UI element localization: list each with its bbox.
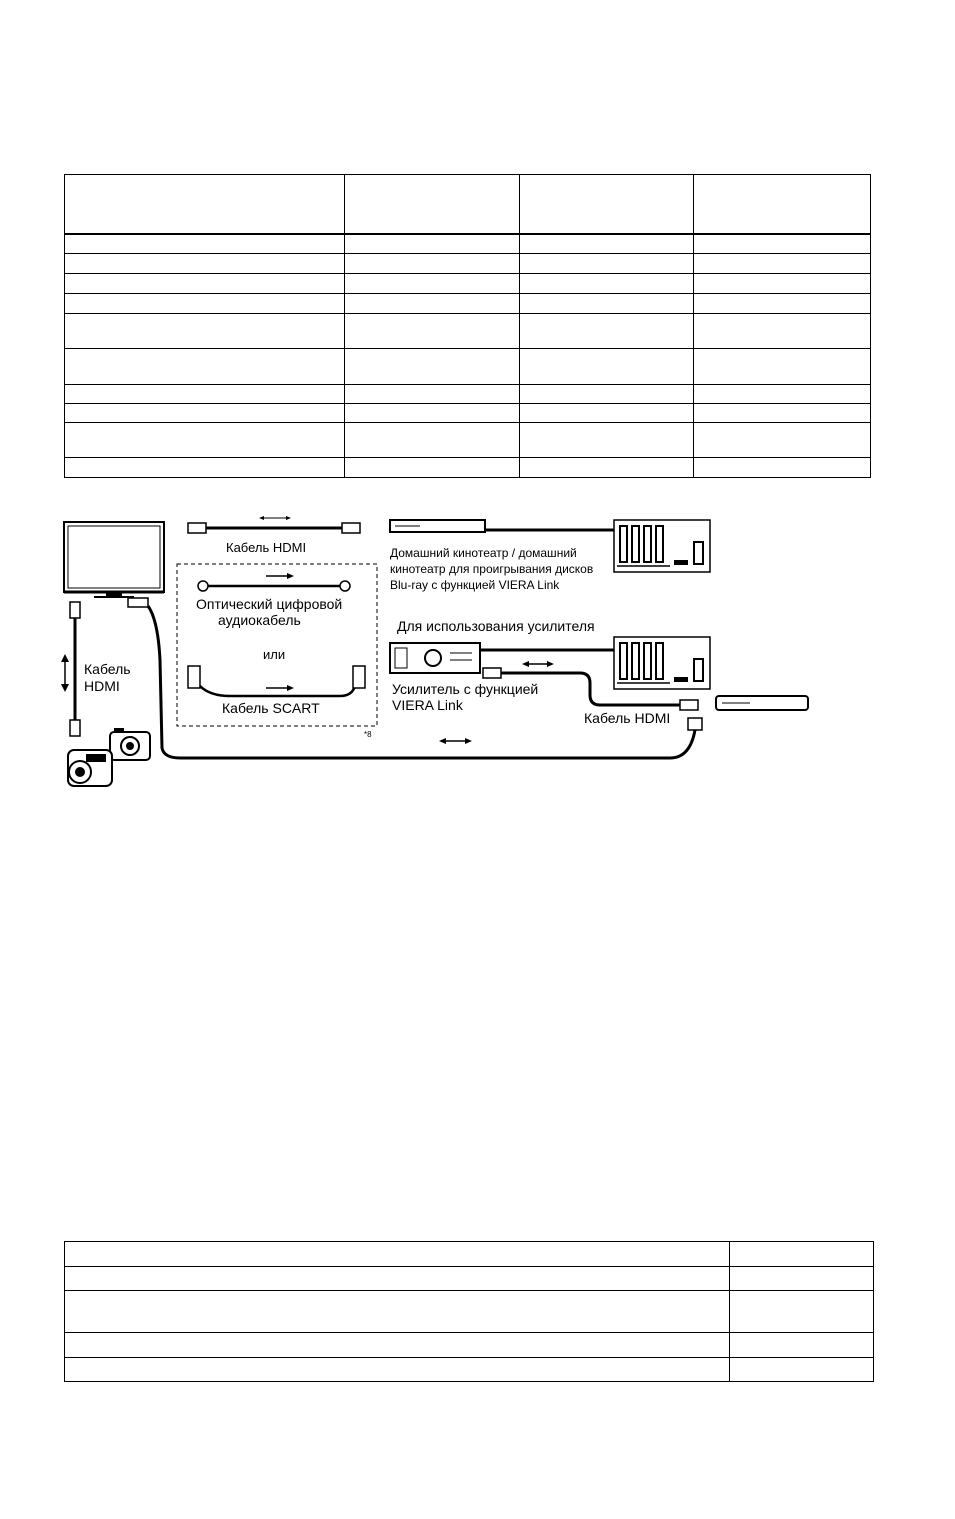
table-row — [65, 314, 871, 349]
camera-icon — [110, 728, 150, 760]
optical-label-line2: аудиокабель — [218, 612, 301, 628]
scart-cable-label: Кабель SCART — [222, 700, 320, 716]
scart-short-cable-icon — [188, 666, 365, 696]
table-cell — [65, 254, 345, 274]
amplifier-icon — [390, 643, 615, 673]
table-cell — [694, 423, 871, 458]
table-cell — [65, 274, 345, 294]
table-cell — [730, 1358, 874, 1382]
table-cell — [65, 294, 345, 314]
amp-heading: Для использования усилителя — [397, 618, 595, 634]
table-cell — [345, 314, 520, 349]
top-table — [64, 174, 871, 478]
table-cell — [345, 234, 520, 254]
amp-label-line2: VIERA Link — [392, 697, 463, 713]
table-cell — [520, 274, 694, 294]
table-row — [65, 423, 871, 458]
home-theater-line1: Домашний кинотеатр / домашний — [390, 546, 577, 560]
table-header-cell — [520, 175, 694, 235]
table-cell — [345, 385, 520, 404]
table-cell — [694, 385, 871, 404]
table-cell — [694, 254, 871, 274]
table-header-cell — [345, 175, 520, 235]
hdmi-cable-left-line2: HDMI — [84, 678, 120, 694]
table-row — [65, 274, 871, 294]
amp-label-line1: Усилитель с функцией — [392, 681, 539, 697]
table-cell — [730, 1267, 874, 1291]
table-cell — [730, 1291, 874, 1333]
table-cell — [345, 349, 520, 385]
camcorder-icon — [68, 750, 112, 786]
blu-ray-player-icon — [390, 520, 615, 532]
table-cell — [694, 294, 871, 314]
table-cell — [65, 1333, 730, 1358]
table-row — [65, 1267, 874, 1291]
table-row — [65, 1291, 874, 1333]
table-cell — [520, 349, 694, 385]
table-cell — [345, 404, 520, 423]
optical-cable-icon — [198, 573, 350, 591]
hdmi-cable-right-label: Кабель HDMI — [584, 710, 671, 726]
table-row — [65, 1242, 874, 1267]
table-row — [65, 349, 871, 385]
optical-label-line1: Оптический цифровой — [196, 596, 343, 612]
table-row — [65, 404, 871, 423]
table-row — [65, 1333, 874, 1358]
table-cell — [694, 314, 871, 349]
table-cell — [694, 349, 871, 385]
table-cell — [694, 234, 871, 254]
table-cell — [520, 404, 694, 423]
table-cell — [520, 254, 694, 274]
table-row — [65, 294, 871, 314]
table-cell — [65, 404, 345, 423]
table-cell — [65, 423, 345, 458]
table-row — [65, 254, 871, 274]
home-theater-line3: Blu-ray с функцией VIERA Link — [390, 578, 560, 592]
table-cell — [65, 1291, 730, 1333]
table-cell — [345, 254, 520, 274]
table-cell — [345, 274, 520, 294]
table-cell — [345, 423, 520, 458]
table-cell — [694, 458, 871, 478]
tv-icon — [64, 522, 164, 598]
table-cell — [520, 385, 694, 404]
table-header-cell — [65, 175, 345, 235]
table-cell — [65, 234, 345, 254]
table-cell — [730, 1242, 874, 1267]
table-row — [65, 385, 871, 404]
table-cell — [345, 458, 520, 478]
hdmi-cable-top-icon — [188, 516, 360, 533]
speaker-set-bottom-icon — [614, 637, 710, 689]
recorder-icon — [716, 696, 808, 710]
table-cell — [65, 458, 345, 478]
table-cell — [65, 349, 345, 385]
table-cell — [694, 274, 871, 294]
table-cell — [65, 385, 345, 404]
footnote-mark: *8 — [364, 730, 372, 739]
hdmi-cable-left-icon — [61, 602, 80, 736]
table-cell — [520, 314, 694, 349]
table-row — [65, 1358, 874, 1382]
table-row — [65, 458, 871, 478]
table-header-cell — [694, 175, 871, 235]
table-cell — [345, 294, 520, 314]
table-cell — [65, 314, 345, 349]
table-header-row — [65, 175, 871, 235]
hdmi-cable-left-line1: Кабель — [84, 661, 131, 677]
speaker-set-top-icon — [614, 520, 710, 572]
or-label: или — [263, 647, 286, 662]
table-cell — [65, 1242, 730, 1267]
table-cell — [520, 294, 694, 314]
table-cell — [65, 1267, 730, 1291]
home-theater-line2: кинотеатр для проигрывания дисков — [390, 562, 594, 576]
table-cell — [65, 1358, 730, 1382]
table-cell — [694, 404, 871, 423]
connection-diagram — [50, 510, 820, 800]
table-cell — [520, 234, 694, 254]
table-cell — [520, 423, 694, 458]
table-row — [65, 234, 871, 254]
table-cell — [520, 458, 694, 478]
hdmi-cable-top-label: Кабель HDMI — [226, 540, 307, 555]
bottom-table — [64, 1241, 874, 1382]
table-cell — [730, 1333, 874, 1358]
